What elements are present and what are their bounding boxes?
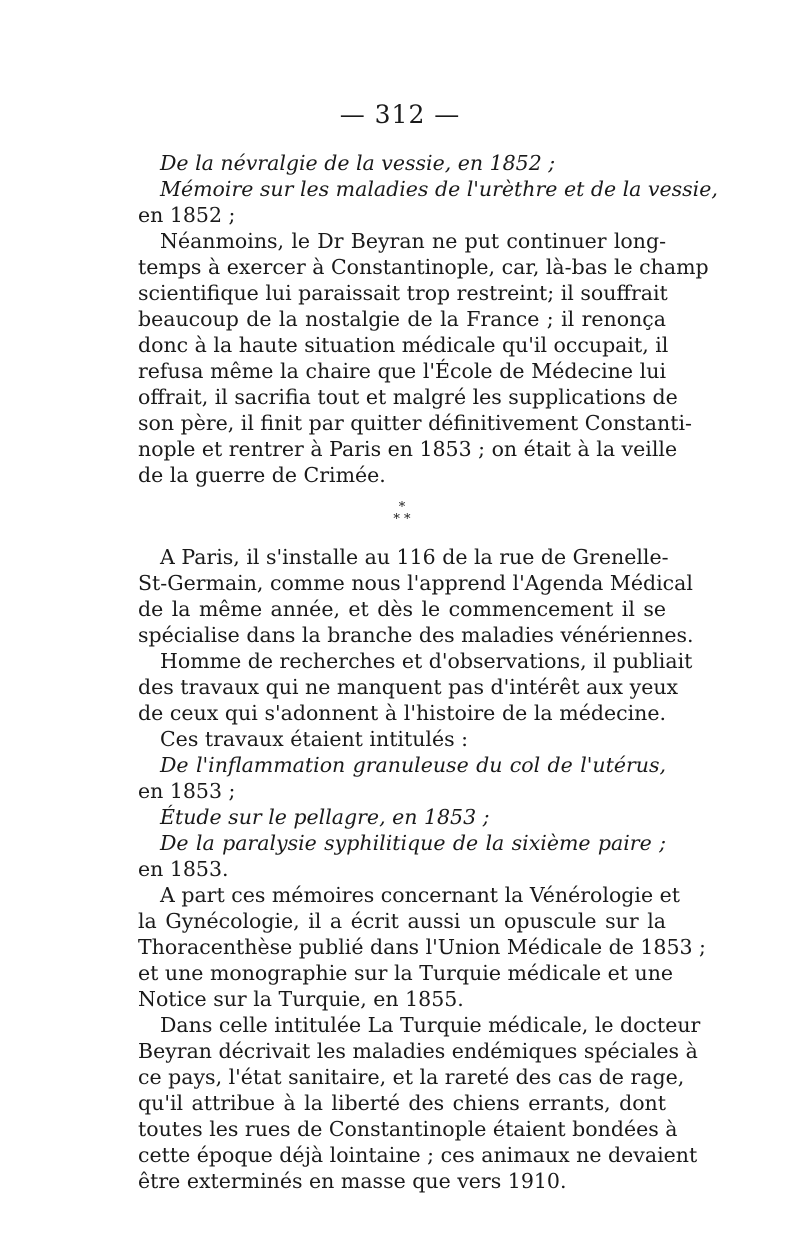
text-line: qu'il attribue à la liberté des chiens errants, dont bbox=[138, 1091, 666, 1115]
text-line: cette époque déjà lointaine ; ces animaux ne devaient bbox=[138, 1143, 698, 1167]
text-line bbox=[138, 752, 666, 778]
text-line: de la même année, et dès le commencement il se bbox=[138, 597, 666, 621]
text-line: St-Germain, comme nous l'apprend l'Agenda Médical bbox=[138, 571, 693, 595]
text-line: refusa même la chaire que l'École de Médecine lui bbox=[138, 359, 666, 383]
asterism-bottom: * * bbox=[393, 512, 411, 527]
text-line: de ceux qui s'adonnent à l'histoire de la médecine. bbox=[138, 701, 666, 725]
title-pellagre: Étude sur le pellagre, en 1853 ; bbox=[160, 805, 490, 829]
text-line: Beyran décrivait les maladies endémiques spéciales à bbox=[138, 1039, 698, 1063]
text-line: donc à la haute situation médicale qu'il occupait, il bbox=[138, 333, 669, 357]
text-line: en 1853 ; bbox=[138, 779, 236, 803]
text-line: temps à exercer à Constantinople, car, là-bas le champ bbox=[138, 255, 709, 279]
text-line: Dans celle intitulée La Turquie médicale, le docteur bbox=[160, 1013, 701, 1037]
text-line: A Paris, il s'installe au 116 de la rue de Grenelle- bbox=[160, 545, 669, 569]
text-line: et une monographie sur la Turquie médicale et une bbox=[138, 961, 674, 985]
text-line: spécialise dans la branche des maladies vénériennes. bbox=[138, 623, 694, 647]
text-line: en 1853. bbox=[138, 857, 229, 881]
text-line bbox=[138, 176, 718, 202]
text-line: de la guerre de Crimée. bbox=[138, 463, 386, 487]
text-line: A part ces mémoires concernant la Vénérologie et bbox=[160, 883, 680, 907]
text-line: Ces travaux étaient intitulés : bbox=[160, 727, 469, 751]
body-text bbox=[138, 150, 718, 1194]
title-nevralgie: De la névralgie de la vessie, en 1852 ; bbox=[160, 151, 556, 175]
text-line: en 1852 ; bbox=[138, 203, 236, 227]
text-line: la Gynécologie, il a écrit aussi un opuscule sur la bbox=[138, 909, 666, 933]
page-number: — 312 — bbox=[339, 100, 461, 129]
text-line: Néanmoins, le Dr Beyran ne put continuer long- bbox=[160, 229, 666, 253]
text-line bbox=[138, 830, 666, 856]
text-line: être exterminés en masse que vers 1910. bbox=[138, 1169, 567, 1193]
text-line: beaucoup de la nostalgie de la France ; il renonça bbox=[138, 307, 666, 331]
text-line: des travaux qui ne manquent pas d'intérêt aux yeux bbox=[138, 675, 679, 699]
text-line: son père, il finit par quitter définitivement Constanti- bbox=[138, 411, 692, 435]
text-line bbox=[138, 804, 666, 830]
text-line: Homme de recherches et d'observations, il publiait bbox=[160, 649, 693, 673]
text-line: Notice sur la Turquie, en 1855. bbox=[138, 987, 464, 1011]
text-line: nople et rentrer à Paris en 1853 ; on était à la veille bbox=[138, 437, 678, 461]
title-inflammation: De l'inflammation granuleuse du col de l'utérus, bbox=[160, 753, 666, 777]
text-line: offrait, il sacrifia tout et malgré les supplications de bbox=[138, 385, 678, 409]
section-separator bbox=[138, 488, 666, 544]
text-line: toutes les rues de Constantinople étaient bondées à bbox=[138, 1117, 678, 1141]
text-line: Thoracenthèse publié dans l'Union Médicale de 1853 ; bbox=[138, 935, 706, 959]
text-line bbox=[138, 150, 666, 176]
title-memoire: Mémoire sur les maladies de l'urèthre et de la vessie, bbox=[160, 177, 718, 201]
text-line: ce pays, l'état sanitaire, et la rareté des cas de rage, bbox=[138, 1065, 685, 1089]
title-paralysie: De la paralysie syphilitique de la sixième paire ; bbox=[160, 831, 666, 855]
text-line: scientifique lui paraissait trop restreint; il souffrait bbox=[138, 281, 668, 305]
asterism-top: * bbox=[398, 500, 406, 515]
